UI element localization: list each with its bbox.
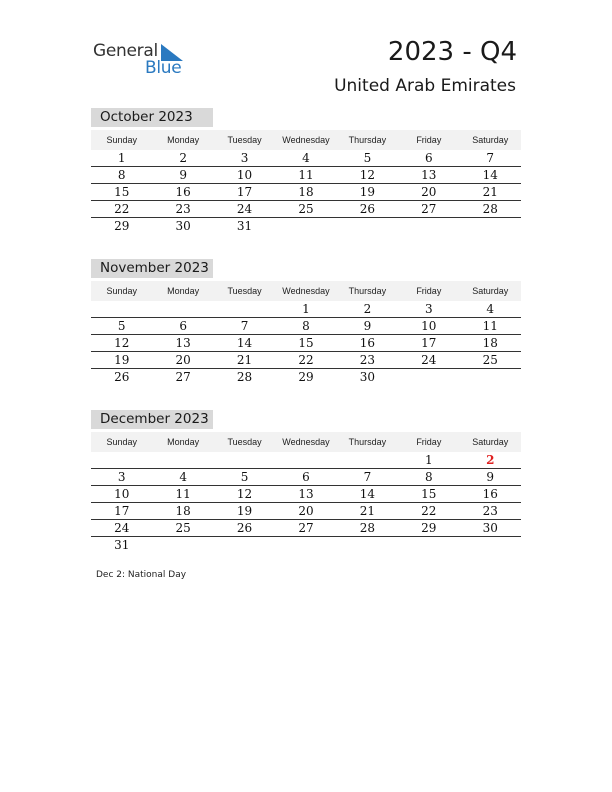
day-cell: 16	[175, 185, 191, 199]
day-cell: 16	[482, 487, 498, 501]
weekday-label: Wednesday	[282, 135, 330, 145]
day-cell: 24	[114, 521, 130, 535]
day-cell: 9	[363, 319, 372, 333]
day-cell: 10	[421, 319, 437, 333]
day-cell: 3	[240, 151, 249, 165]
day-cell: 13	[421, 168, 437, 182]
weekday-header	[91, 130, 521, 150]
day-cell: 1	[302, 302, 310, 316]
day-cell: 28	[359, 521, 376, 535]
day-cell: 25	[175, 521, 191, 535]
day-cell: 17	[236, 185, 253, 199]
day-cell: 7	[240, 319, 249, 333]
day-cell: 9	[486, 470, 495, 484]
day-cell: 12	[236, 487, 253, 501]
weekday-label: Friday	[416, 135, 442, 145]
week-row	[91, 520, 521, 537]
week-row	[91, 184, 521, 201]
day-cell: 12	[359, 168, 376, 182]
week-row	[91, 301, 521, 318]
day-cell: 23	[175, 202, 191, 216]
day-cell	[398, 369, 459, 385]
day-cell	[91, 301, 152, 317]
holiday-day-cell: 2	[486, 453, 495, 467]
day-cell: 8	[117, 168, 126, 182]
weekday-label: Thursday	[348, 437, 387, 447]
day-cell: 22	[421, 504, 437, 518]
day-cell: 8	[425, 470, 433, 484]
day-cell: 26	[359, 202, 376, 216]
day-cell: 20	[175, 353, 191, 367]
day-cell: 4	[486, 302, 495, 316]
day-cell: 18	[175, 504, 191, 518]
day-cell: 15	[298, 336, 314, 350]
day-cell: 18	[298, 185, 314, 199]
day-cell: 17	[114, 504, 130, 518]
day-cell: 11	[298, 168, 314, 182]
day-cell: 14	[359, 487, 376, 501]
day-cell: 27	[421, 202, 437, 216]
month-title: October 2023	[91, 108, 213, 127]
day-cell: 26	[236, 521, 253, 535]
week-row	[91, 167, 521, 184]
day-cell: 26	[114, 370, 130, 384]
weekday-label: Saturday	[472, 286, 509, 296]
day-cell	[460, 369, 521, 385]
week-row	[91, 452, 521, 469]
day-cell: 28	[236, 370, 253, 384]
day-cell: 4	[179, 470, 187, 484]
weekday-label: Saturday	[472, 437, 509, 447]
weekday-label: Monday	[167, 286, 200, 296]
day-cell: 9	[179, 168, 187, 182]
day-cell: 24	[236, 202, 253, 216]
day-cell: 19	[236, 504, 253, 518]
day-cell: 15	[114, 185, 130, 199]
day-cell	[214, 452, 275, 468]
day-cell: 6	[425, 151, 433, 165]
day-cell: 30	[359, 370, 376, 384]
day-cell: 1	[117, 151, 126, 165]
week-row	[91, 335, 521, 352]
day-cell: 14	[482, 168, 498, 182]
day-cell	[275, 537, 336, 553]
day-cell: 20	[421, 185, 437, 199]
day-cell: 12	[114, 336, 130, 350]
day-cell: 25	[298, 202, 314, 216]
day-cell	[337, 537, 398, 553]
day-cell: 6	[302, 470, 310, 484]
day-cell	[337, 452, 398, 468]
weekday-label: Tuesday	[227, 437, 262, 447]
week-rows	[91, 301, 521, 385]
day-cell	[152, 537, 213, 553]
weekday-label: Thursday	[348, 135, 387, 145]
day-cell: 30	[175, 219, 191, 233]
week-row	[91, 150, 521, 167]
month-title: December 2023	[91, 410, 213, 429]
day-cell	[152, 452, 213, 468]
day-cell: 23	[359, 353, 376, 367]
day-cell: 15	[421, 487, 437, 501]
generalblue-logo	[93, 41, 193, 81]
day-cell	[460, 537, 521, 553]
logo-word-general: General	[93, 41, 158, 61]
day-cell: 29	[298, 370, 314, 384]
page-title: 2023 - Q4	[387, 37, 517, 67]
day-cell: 2	[363, 302, 372, 316]
day-cell: 21	[359, 504, 376, 518]
day-cell: 24	[421, 353, 437, 367]
day-cell: 18	[482, 336, 498, 350]
weekday-label: Tuesday	[227, 286, 262, 296]
day-cell: 29	[114, 219, 130, 233]
day-cell: 8	[302, 319, 310, 333]
day-cell: 21	[236, 353, 253, 367]
country-name: United Arab Emirates	[334, 76, 516, 96]
weekday-label: Thursday	[348, 286, 387, 296]
week-row	[91, 352, 521, 369]
month-november	[91, 259, 521, 385]
day-cell: 31	[236, 219, 253, 233]
day-cell: 6	[179, 319, 187, 333]
day-cell: 22	[114, 202, 130, 216]
weekday-label: Wednesday	[282, 437, 330, 447]
day-cell: 27	[298, 521, 314, 535]
day-cell	[152, 301, 213, 317]
weekday-header	[91, 432, 521, 452]
day-cell	[214, 537, 275, 553]
week-row	[91, 369, 521, 385]
day-cell: 16	[359, 336, 376, 350]
day-cell: 27	[175, 370, 191, 384]
day-cell: 3	[425, 302, 433, 316]
month-october	[91, 108, 521, 234]
weekday-label: Tuesday	[227, 135, 262, 145]
day-cell	[275, 218, 336, 234]
day-cell: 19	[114, 353, 130, 367]
day-cell: 19	[359, 185, 376, 199]
day-cell	[398, 218, 459, 234]
day-cell: 5	[363, 151, 372, 165]
day-cell: 2	[179, 151, 187, 165]
week-row	[91, 486, 521, 503]
weekday-label: Friday	[416, 286, 442, 296]
day-cell: 4	[302, 151, 310, 165]
day-cell: 10	[114, 487, 130, 501]
month-december	[91, 410, 521, 553]
day-cell: 31	[114, 538, 130, 552]
day-cell	[460, 218, 521, 234]
holiday-note: Dec 2: National Day	[96, 570, 187, 580]
weekday-label: Wednesday	[282, 286, 330, 296]
day-cell: 23	[482, 504, 498, 518]
week-rows	[91, 150, 521, 234]
day-cell: 25	[482, 353, 498, 367]
day-cell	[214, 301, 275, 317]
weekday-label: Sunday	[106, 286, 137, 296]
week-row	[91, 537, 521, 553]
day-cell: 1	[425, 453, 433, 467]
weekday-label: Saturday	[472, 135, 509, 145]
day-cell: 13	[175, 336, 191, 350]
weekday-label: Sunday	[106, 135, 137, 145]
day-cell	[275, 452, 336, 468]
day-cell: 21	[482, 185, 498, 199]
weekday-header	[91, 281, 521, 301]
week-row	[91, 201, 521, 218]
day-cell: 22	[298, 353, 314, 367]
weekday-label: Monday	[167, 135, 200, 145]
logo-word-blue: Blue	[145, 58, 182, 78]
weekday-label: Friday	[416, 437, 442, 447]
week-row	[91, 318, 521, 335]
day-cell: 11	[482, 319, 498, 333]
day-cell: 3	[117, 470, 126, 484]
day-cell	[398, 537, 459, 553]
day-cell: 28	[482, 202, 498, 216]
day-cell: 7	[486, 151, 495, 165]
day-cell: 29	[421, 521, 437, 535]
day-cell: 5	[117, 319, 126, 333]
week-row	[91, 469, 521, 486]
week-rows	[91, 452, 521, 553]
week-row	[91, 218, 521, 234]
weekday-label: Sunday	[106, 437, 137, 447]
day-cell	[91, 452, 152, 468]
day-cell: 11	[175, 487, 191, 501]
day-cell: 17	[421, 336, 437, 350]
weekday-label: Monday	[167, 437, 200, 447]
day-cell: 10	[236, 168, 253, 182]
day-cell: 14	[236, 336, 253, 350]
day-cell	[337, 218, 398, 234]
day-cell: 13	[298, 487, 314, 501]
day-cell: 7	[363, 470, 372, 484]
month-title: November 2023	[91, 259, 213, 278]
day-cell: 20	[298, 504, 314, 518]
day-cell: 30	[482, 521, 498, 535]
week-row	[91, 503, 521, 520]
day-cell: 5	[240, 470, 249, 484]
